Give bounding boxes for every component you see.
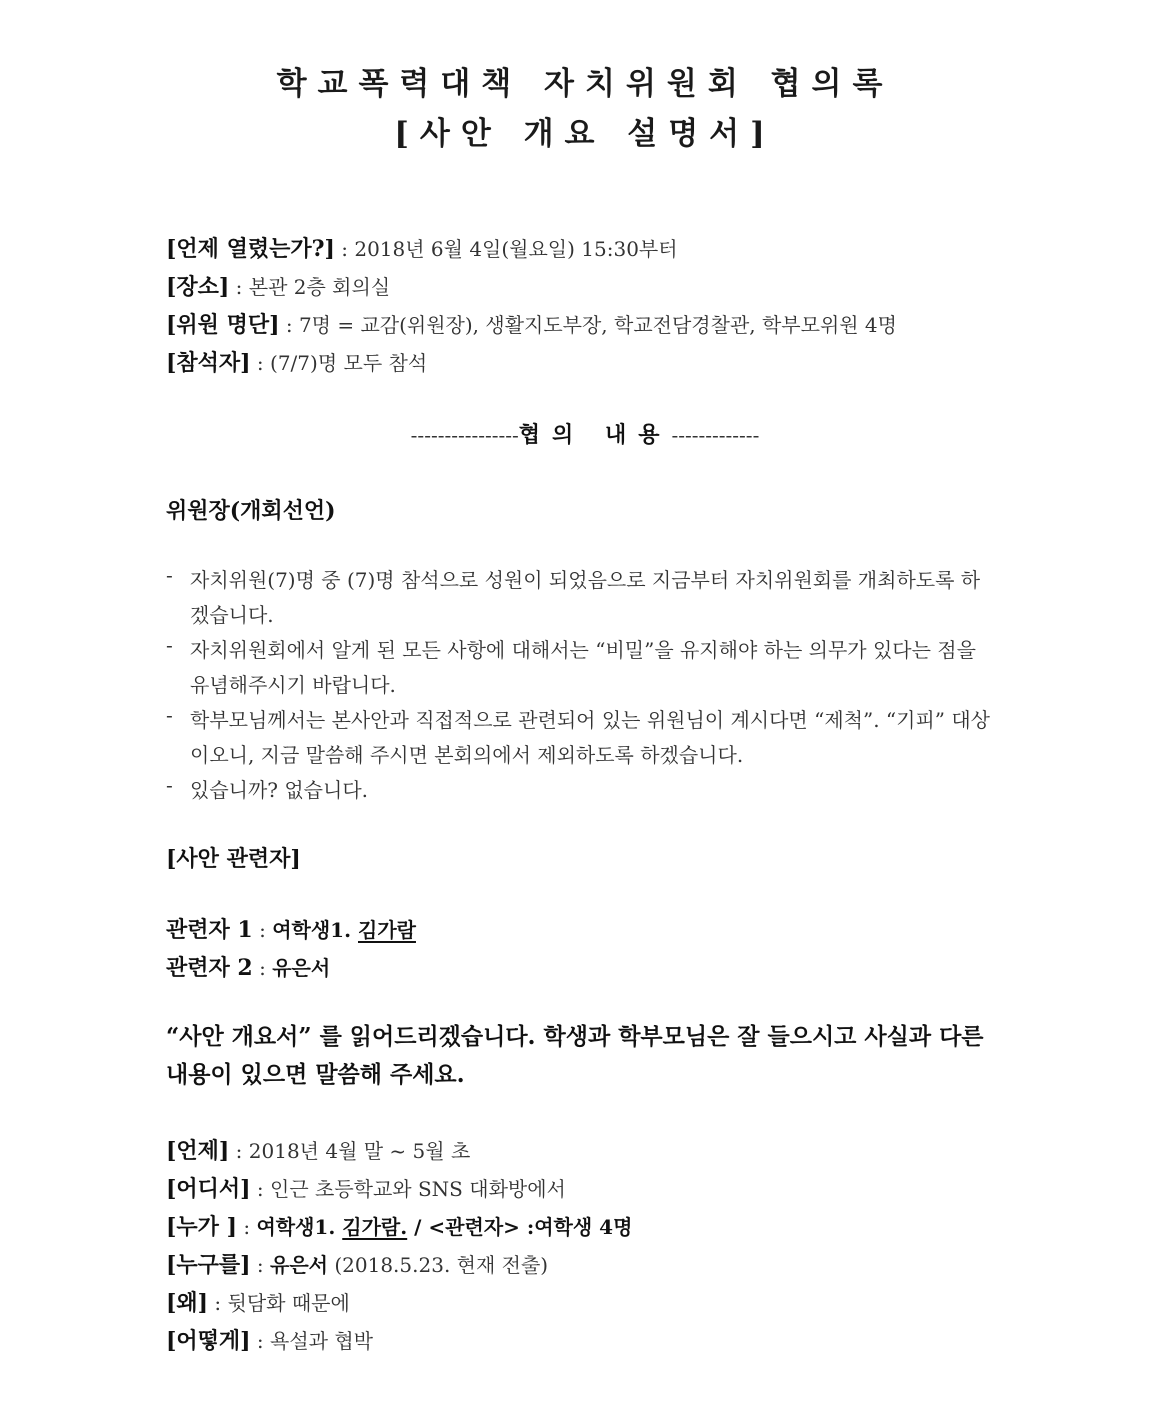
divider-dashes-right: ------------- — [671, 423, 760, 447]
summary-who-name: 김가람. — [342, 1215, 408, 1239]
meeting-members — [166, 308, 897, 339]
summary-why — [166, 1286, 350, 1317]
parties-heading: [사안 관련자] — [166, 846, 301, 872]
summary-when-sep: : — [229, 1139, 249, 1163]
meeting-when-value: 2018년 6월 4일(월요일) 15:30부터 — [354, 237, 678, 261]
summary-how — [166, 1324, 373, 1355]
summary-whom-rest: (2018.5.23. 현재 전출) — [328, 1253, 549, 1277]
summary-who-rest: / <관련자> :여학생 4명 — [407, 1215, 633, 1239]
party-1-label: 관련자 1 — [166, 917, 253, 943]
party-2-sep: : — [252, 956, 273, 980]
summary-where-value: 인근 초등학교와 SNS 대화방에서 — [270, 1177, 566, 1201]
meeting-members-sep: : — [279, 313, 299, 337]
meeting-place-label: [장소] — [166, 274, 230, 300]
meeting-when — [166, 232, 678, 263]
summary-why-sep: : — [208, 1291, 228, 1315]
summary-who-sep: : — [236, 1215, 257, 1239]
summary-how-sep: : — [250, 1329, 271, 1353]
summary-whom-sep: : — [250, 1253, 271, 1277]
meeting-attendees-label: [참석자] — [166, 350, 251, 376]
summary-who-prefix: 여학생1. — [256, 1215, 343, 1239]
party-1-sep: : — [252, 918, 273, 942]
summary-where-label: [어디서] — [166, 1176, 251, 1202]
chair-item-4: 있습니까? 없습니다. — [190, 778, 368, 802]
summary-who-label: [누가 ] — [166, 1214, 237, 1240]
summary-when-label: [언제] — [166, 1138, 230, 1164]
summary-when-value: 2018년 4월 말 ~ 5월 초 — [248, 1139, 471, 1163]
party-1-name: 김가람 — [358, 918, 416, 942]
meeting-when-label: [언제 열렸는가?] — [166, 236, 335, 262]
chair-item-3: 학부모님께서는 본사안과 직접적으로 관련되어 있는 위원님이 계시다면 “제척”. “기피” 대상이오니, 지금 말씀해 주시면 본회의에서 제외하도록 하겠습니다. — [190, 708, 990, 767]
divider-dashes-left: ---------------- — [410, 423, 519, 447]
summary-whom-label: [누구를] — [166, 1252, 251, 1278]
summary-where-sep: : — [250, 1177, 271, 1201]
bullet-mark: - — [166, 633, 173, 657]
reading-notice: “사안 개요서” 를 읽어드리겠습니다. 학생과 학부모님은 잘 들으시고 사실과 다른 내용이 있으면 말씀해 주세요. — [166, 1023, 984, 1088]
bullet-mark: - — [166, 703, 173, 727]
meeting-place-value: 본관 2층 회의실 — [248, 275, 391, 299]
meeting-place-sep: : — [229, 275, 249, 299]
chair-item-2: 자치위원회에서 알게 된 모든 사항에 대해서는 “비밀”을 유지해야 하는 의무가 있다는 점을 유념해주시기 바랍니다. — [190, 638, 976, 697]
meeting-members-label: [위원 명단] — [166, 312, 280, 338]
meeting-members-value: 7명 = 교감(위원장), 생활지도부장, 학교전담경찰관, 학부모위원 4명 — [298, 313, 897, 337]
meeting-place — [166, 270, 390, 301]
party-2-name: 유은서 — [272, 956, 331, 980]
party-2 — [166, 951, 330, 982]
meeting-attendees-sep: : — [250, 351, 271, 375]
party-1-prefix: 여학생1. — [272, 918, 358, 942]
section-divider — [0, 418, 1170, 449]
summary-how-value: 욕설과 협박 — [270, 1329, 373, 1353]
divider-title: 협의 내용 — [518, 422, 672, 448]
summary-who — [166, 1210, 632, 1241]
summary-whom — [166, 1248, 548, 1279]
summary-how-label: [어떻게] — [166, 1328, 251, 1354]
meeting-attendees-value: (7/7)명 모두 참석 — [270, 351, 428, 375]
summary-why-label: [왜] — [166, 1290, 209, 1316]
meeting-attendees — [166, 346, 427, 377]
summary-when — [166, 1134, 470, 1165]
document-title: 학교폭력대책 자치위원회 협의록 — [276, 66, 894, 102]
chair-item-1: 자치위원(7)명 중 (7)명 참석으로 성원이 되었음으로 지금부터 자치위원회를 개최하도록 하겠습니다. — [190, 568, 981, 627]
bullet-mark: - — [166, 563, 173, 587]
document-subtitle: [사안 개요 설명서] — [394, 116, 776, 152]
party-1 — [166, 913, 416, 944]
summary-why-value: 뒷담화 때문에 — [227, 1291, 350, 1315]
party-2-label: 관련자 2 — [166, 955, 253, 981]
chair-heading: 위원장(개회선언) — [166, 498, 336, 524]
summary-where — [166, 1172, 566, 1203]
summary-whom-name: 유은서 — [270, 1253, 328, 1277]
meeting-when-sep: : — [334, 237, 355, 261]
bullet-mark: - — [166, 773, 173, 797]
